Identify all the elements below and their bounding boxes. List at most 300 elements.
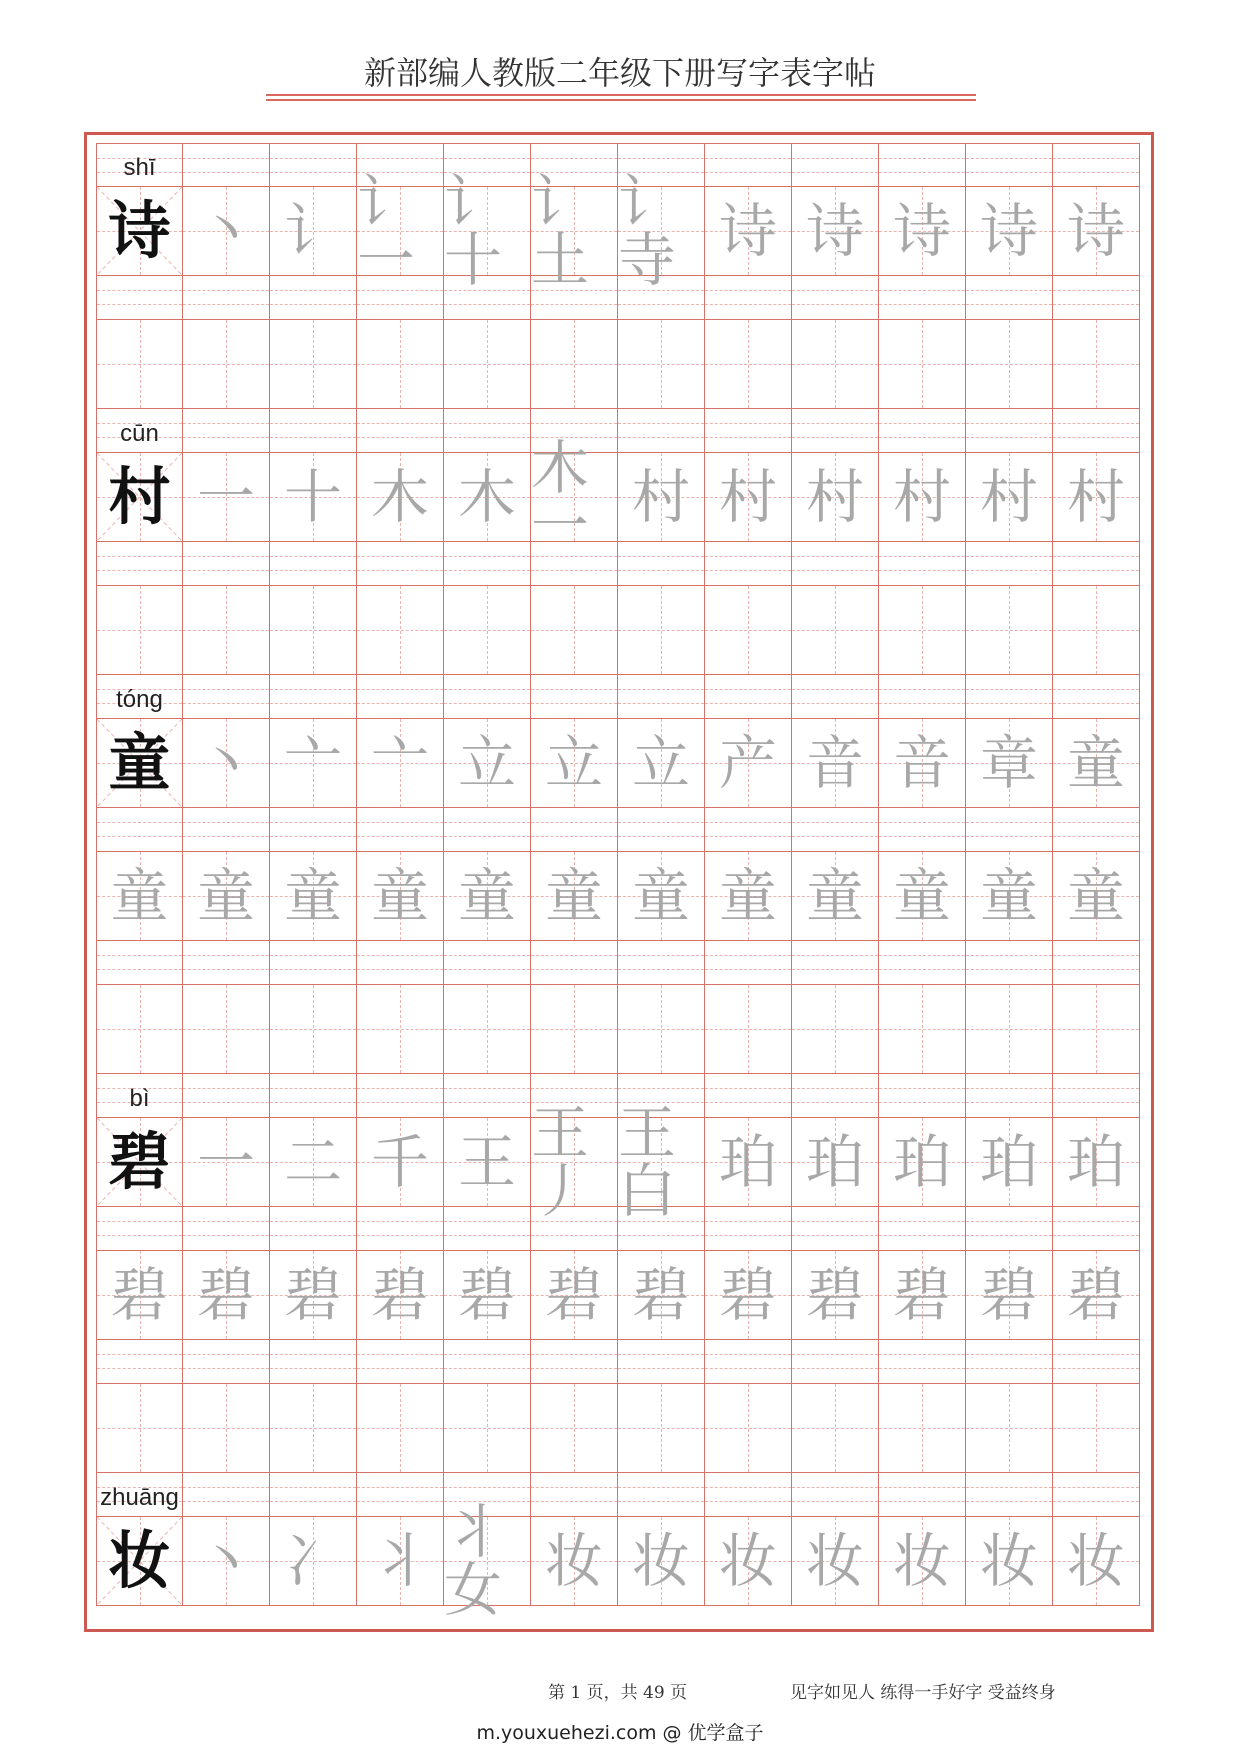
writing-cell [792, 586, 879, 675]
pinyin-cell [705, 941, 792, 985]
trace-character: 妆 [631, 1527, 690, 1595]
pinyin-cell [357, 808, 444, 852]
writing-cell [531, 1384, 618, 1473]
writing-cell [705, 320, 792, 409]
writing-cell [1053, 1517, 1140, 1606]
pinyin-cell [357, 409, 444, 453]
pinyin-cell [1053, 276, 1140, 320]
writing-cell [357, 852, 444, 941]
pinyin-cell [96, 941, 183, 985]
trace-character: 碧 [544, 1261, 603, 1329]
writing-cell [966, 1251, 1053, 1340]
writing-cell [357, 453, 444, 542]
writing-cell [1053, 1118, 1140, 1207]
pinyin-label: shī [123, 154, 156, 181]
writing-cell [96, 1251, 183, 1340]
trace-character: 音 [805, 729, 864, 797]
pinyin-cell [357, 542, 444, 586]
pinyin-cell [444, 409, 531, 453]
writing-cell [444, 1118, 531, 1207]
writing-cell [705, 1517, 792, 1606]
pinyin-cell [444, 1074, 531, 1118]
pinyin-cell [705, 1340, 792, 1384]
writing-cell [270, 719, 357, 808]
pinyin-cell [618, 1473, 705, 1517]
pinyin-label: zhuāng [100, 1484, 179, 1511]
writing-cell [879, 586, 966, 675]
pinyin-cell [183, 1340, 270, 1384]
trace-character: 碧 [1066, 1261, 1125, 1329]
writing-cell [1053, 1384, 1140, 1473]
pinyin-cell [1053, 143, 1140, 187]
trace-character: 亠 [370, 729, 429, 797]
writing-cell [444, 1384, 531, 1473]
pinyin-cell [966, 1074, 1053, 1118]
writing-cell [270, 1118, 357, 1207]
writing-cell [183, 453, 270, 542]
trace-character: 妆 [1066, 1527, 1125, 1595]
pinyin-cell [270, 143, 357, 187]
writing-cell [705, 586, 792, 675]
writing-cell [531, 168, 618, 294]
pinyin-cell [531, 1473, 618, 1517]
pinyin-cell [96, 276, 183, 320]
writing-cell [618, 1517, 705, 1606]
pinyin-cell [183, 808, 270, 852]
writing-cell [618, 1099, 705, 1225]
writing-cell [444, 453, 531, 542]
writing-cell [879, 1118, 966, 1207]
trace-character: 童 [1066, 862, 1125, 930]
trace-character: 珀 [979, 1128, 1038, 1196]
writing-cell [531, 719, 618, 808]
pinyin-cell [966, 1473, 1053, 1517]
writing-cell [879, 985, 966, 1074]
pinyin-cell [1053, 1340, 1140, 1384]
trace-character: 童 [892, 862, 951, 930]
pinyin-cell [270, 276, 357, 320]
writing-cell [792, 187, 879, 276]
trace-character: 妆 [718, 1527, 777, 1595]
writing-cell [966, 1118, 1053, 1207]
writing-cell [1053, 852, 1140, 941]
writing-cell [705, 187, 792, 276]
writing-cell [1053, 985, 1140, 1074]
pinyin-cell [183, 1207, 270, 1251]
writing-cell [966, 852, 1053, 941]
writing-cell [357, 586, 444, 675]
pinyin-cell [879, 1473, 966, 1517]
trace-character: 妆 [544, 1527, 603, 1595]
trace-character: 立 [631, 729, 690, 797]
writing-cell [96, 985, 183, 1074]
pinyin-cell [270, 1473, 357, 1517]
writing-cell [444, 320, 531, 409]
pinyin-cell [357, 1473, 444, 1517]
pinyin-cell [531, 1340, 618, 1384]
pinyin-cell [966, 143, 1053, 187]
pinyin-cell [966, 1340, 1053, 1384]
writing-cell [183, 852, 270, 941]
trace-character: 妆 [979, 1527, 1038, 1595]
pinyin-cell [966, 276, 1053, 320]
writing-cell [879, 187, 966, 276]
writing-cell [183, 1384, 270, 1473]
trace-character: 妆 [805, 1527, 864, 1595]
pinyin-cell [966, 409, 1053, 453]
writing-cell [705, 453, 792, 542]
trace-character: 村 [979, 463, 1038, 531]
writing-cell [183, 1118, 270, 1207]
trace-character: 珀 [892, 1128, 951, 1196]
pinyin-cell [1053, 808, 1140, 852]
pinyin-cell [96, 143, 183, 187]
trace-character: 亠 [283, 729, 342, 797]
pinyin-cell [618, 808, 705, 852]
trace-character: 讠土 [531, 168, 590, 294]
pinyin-cell [618, 409, 705, 453]
writing-cell [531, 852, 618, 941]
pinyin-cell [1053, 941, 1140, 985]
pinyin-cell [96, 1207, 183, 1251]
trace-character: 讠十 [444, 168, 503, 294]
trace-character: 丶 [196, 1527, 255, 1595]
trace-character: 木 [457, 463, 516, 531]
trace-character: 碧 [110, 1261, 169, 1329]
trace-character: 王 [457, 1128, 516, 1196]
pinyin-cell [183, 143, 270, 187]
pinyin-cell [879, 542, 966, 586]
trace-character: 立 [457, 729, 516, 797]
pinyin-cell [531, 675, 618, 719]
trace-character: 立 [544, 729, 603, 797]
writing-cell [183, 1251, 270, 1340]
pinyin-cell [792, 808, 879, 852]
writing-cell [96, 1118, 183, 1207]
writing-cell [357, 168, 444, 294]
writing-cell [183, 719, 270, 808]
trace-character: 木一 [531, 434, 590, 560]
model-character: 童 [108, 726, 171, 799]
writing-cell [96, 320, 183, 409]
writing-cell [879, 852, 966, 941]
trace-character: 王白 [618, 1099, 677, 1225]
writing-cell [879, 453, 966, 542]
writing-cell [792, 1251, 879, 1340]
writing-cell [705, 1118, 792, 1207]
pinyin-cell [966, 542, 1053, 586]
writing-cell [966, 453, 1053, 542]
pinyin-cell [1053, 409, 1140, 453]
pinyin-cell [705, 409, 792, 453]
trace-character: 丶 [196, 197, 255, 265]
pinyin-cell [531, 808, 618, 852]
trace-character: 珀 [718, 1128, 777, 1196]
writing-cell [96, 187, 183, 276]
writing-cell [444, 1251, 531, 1340]
pinyin-cell [879, 1340, 966, 1384]
trace-character: 丶 [196, 729, 255, 797]
writing-cell [357, 1251, 444, 1340]
pinyin-cell [966, 808, 1053, 852]
pinyin-cell [183, 276, 270, 320]
writing-cell [270, 852, 357, 941]
model-character: 碧 [108, 1125, 171, 1198]
writing-cell [357, 985, 444, 1074]
pinyin-cell [705, 1473, 792, 1517]
trace-character: 诗 [718, 197, 777, 265]
pinyin-cell [270, 542, 357, 586]
pinyin-cell [96, 542, 183, 586]
trace-character: 碧 [631, 1261, 690, 1329]
writing-cell [270, 1517, 357, 1606]
pinyin-cell [270, 808, 357, 852]
pinyin-cell [705, 1207, 792, 1251]
pinyin-cell [183, 1473, 270, 1517]
writing-cell [531, 1251, 618, 1340]
pinyin-cell [96, 675, 183, 719]
pinyin-cell [879, 276, 966, 320]
pinyin-cell [618, 675, 705, 719]
pinyin-cell [792, 1473, 879, 1517]
writing-cell [270, 1384, 357, 1473]
pinyin-cell [270, 409, 357, 453]
writing-cell [444, 852, 531, 941]
trace-character: 音 [892, 729, 951, 797]
writing-cell [183, 187, 270, 276]
writing-cell [879, 1517, 966, 1606]
writing-cell [96, 453, 183, 542]
pinyin-cell [618, 941, 705, 985]
writing-cell [183, 586, 270, 675]
page-number: 第 1 页，共 49 页 [548, 1683, 688, 1703]
writing-cell [705, 985, 792, 1074]
trace-character: 童 [544, 862, 603, 930]
pinyin-cell [96, 1074, 183, 1118]
writing-cell [531, 434, 618, 560]
writing-cell [792, 719, 879, 808]
writing-cell [96, 1384, 183, 1473]
writing-cell [357, 320, 444, 409]
pinyin-cell [792, 941, 879, 985]
trace-character: 碧 [196, 1261, 255, 1329]
pinyin-label: bì [129, 1085, 150, 1112]
pinyin-cell [183, 542, 270, 586]
trace-character: 丬 [370, 1527, 429, 1595]
writing-cell [879, 320, 966, 409]
pinyin-cell [705, 1074, 792, 1118]
pinyin-cell [1053, 1074, 1140, 1118]
site-credit: m.youxuehezi.com @ 优学盒子 [476, 1722, 764, 1744]
trace-character: 讠一 [357, 168, 416, 294]
trace-character: 村 [805, 463, 864, 531]
pinyin-cell [270, 675, 357, 719]
writing-cell [618, 320, 705, 409]
pinyin-cell [966, 1207, 1053, 1251]
trace-character: 丬女 [444, 1498, 503, 1624]
writing-cell [531, 1517, 618, 1606]
pinyin-cell [183, 941, 270, 985]
trace-character: 千 [370, 1128, 429, 1196]
writing-cell [1053, 453, 1140, 542]
writing-cell [444, 168, 531, 294]
writing-cell [531, 586, 618, 675]
pinyin-cell [183, 1074, 270, 1118]
writing-cell [270, 320, 357, 409]
pinyin-cell [618, 1340, 705, 1384]
writing-cell [444, 1498, 531, 1624]
pinyin-cell [444, 542, 531, 586]
trace-character: 诗 [979, 197, 1038, 265]
pinyin-cell [444, 1207, 531, 1251]
pinyin-cell [705, 276, 792, 320]
writing-cell [183, 320, 270, 409]
writing-cell [792, 1517, 879, 1606]
pinyin-cell [1053, 1207, 1140, 1251]
writing-cell [966, 320, 1053, 409]
trace-character: 村 [631, 463, 690, 531]
pinyin-cell [270, 1340, 357, 1384]
writing-cell [792, 852, 879, 941]
trace-character: 童 [805, 862, 864, 930]
writing-cell [531, 320, 618, 409]
pinyin-cell [270, 1207, 357, 1251]
trace-character: 一 [196, 463, 255, 531]
writing-cell [183, 985, 270, 1074]
pinyin-cell [357, 1340, 444, 1384]
pinyin-cell [270, 1074, 357, 1118]
writing-cell [357, 1384, 444, 1473]
pinyin-cell [705, 542, 792, 586]
pinyin-cell [879, 941, 966, 985]
pinyin-cell [879, 675, 966, 719]
writing-cell [444, 586, 531, 675]
pinyin-cell [966, 941, 1053, 985]
trace-character: 村 [892, 463, 951, 531]
writing-cell [444, 985, 531, 1074]
trace-character: 碧 [979, 1261, 1038, 1329]
pinyin-cell [966, 675, 1053, 719]
trace-character: 珀 [1066, 1128, 1125, 1196]
pinyin-cell [96, 409, 183, 453]
writing-cell [270, 187, 357, 276]
pinyin-cell [879, 143, 966, 187]
model-character: 妆 [108, 1524, 171, 1597]
writing-cell [618, 1384, 705, 1473]
pinyin-cell [792, 409, 879, 453]
writing-cell [270, 453, 357, 542]
pinyin-cell [792, 1340, 879, 1384]
trace-character: 童 [110, 862, 169, 930]
trace-character: 童 [457, 862, 516, 930]
model-character: 村 [108, 460, 171, 533]
trace-character: 童 [631, 862, 690, 930]
trace-character: 村 [718, 463, 777, 531]
writing-cell [270, 586, 357, 675]
pinyin-cell [357, 941, 444, 985]
pinyin-cell [792, 1074, 879, 1118]
writing-cell [618, 586, 705, 675]
trace-character: 碧 [370, 1261, 429, 1329]
writing-cell [618, 719, 705, 808]
writing-cell [96, 1517, 183, 1606]
pinyin-cell [444, 941, 531, 985]
writing-cell [1053, 586, 1140, 675]
writing-cell [792, 1384, 879, 1473]
writing-cell [618, 852, 705, 941]
trace-character: 诗 [1066, 197, 1125, 265]
writing-cell [966, 187, 1053, 276]
trace-character: 碧 [457, 1261, 516, 1329]
writing-cell [1053, 320, 1140, 409]
trace-character: 童 [370, 862, 429, 930]
writing-cell [357, 1118, 444, 1207]
writing-cell [357, 1517, 444, 1606]
writing-cell [792, 320, 879, 409]
pinyin-cell [96, 1473, 183, 1517]
pinyin-cell [879, 1207, 966, 1251]
writing-cell [618, 453, 705, 542]
writing-cell [705, 719, 792, 808]
writing-cell [705, 852, 792, 941]
trace-character: 诗 [892, 197, 951, 265]
pinyin-cell [618, 542, 705, 586]
trace-character: 讠寺 [618, 168, 677, 294]
pinyin-cell [792, 276, 879, 320]
model-character: 诗 [108, 194, 171, 267]
writing-cell [966, 586, 1053, 675]
trace-character: 妆 [892, 1527, 951, 1595]
pinyin-cell [270, 941, 357, 985]
pinyin-cell [183, 409, 270, 453]
trace-character: 碧 [718, 1261, 777, 1329]
trace-character: 碧 [805, 1261, 864, 1329]
writing-cell [966, 1517, 1053, 1606]
writing-cell [270, 985, 357, 1074]
writing-cell [792, 1118, 879, 1207]
trace-character: 诗 [805, 197, 864, 265]
pinyin-cell [792, 675, 879, 719]
writing-cell [444, 719, 531, 808]
writing-cell [792, 453, 879, 542]
trace-character: 碧 [892, 1261, 951, 1329]
writing-cell [705, 1251, 792, 1340]
trace-character: 木 [370, 463, 429, 531]
trace-character: 二 [283, 1128, 342, 1196]
writing-cell [618, 1251, 705, 1340]
trace-character: 章 [979, 729, 1038, 797]
writing-cell [792, 985, 879, 1074]
pinyin-cell [792, 542, 879, 586]
writing-cell [966, 985, 1053, 1074]
trace-character: 童 [718, 862, 777, 930]
writing-cell [1053, 1251, 1140, 1340]
trace-character: 童 [1066, 729, 1125, 797]
footer-motto: 见字如见人 练得一手好字 受益终身 [790, 1683, 1056, 1703]
pinyin-cell [705, 675, 792, 719]
pinyin-cell [96, 808, 183, 852]
pinyin-cell [444, 1340, 531, 1384]
writing-cell [183, 1517, 270, 1606]
writing-cell [96, 719, 183, 808]
trace-character: 童 [979, 862, 1038, 930]
pinyin-cell [705, 143, 792, 187]
writing-cell [531, 1099, 618, 1225]
page-title: 新部编人教版二年级下册写字表字帖 [363, 54, 876, 92]
writing-cell [966, 719, 1053, 808]
title-rule-top [266, 94, 976, 96]
writing-cell [357, 719, 444, 808]
